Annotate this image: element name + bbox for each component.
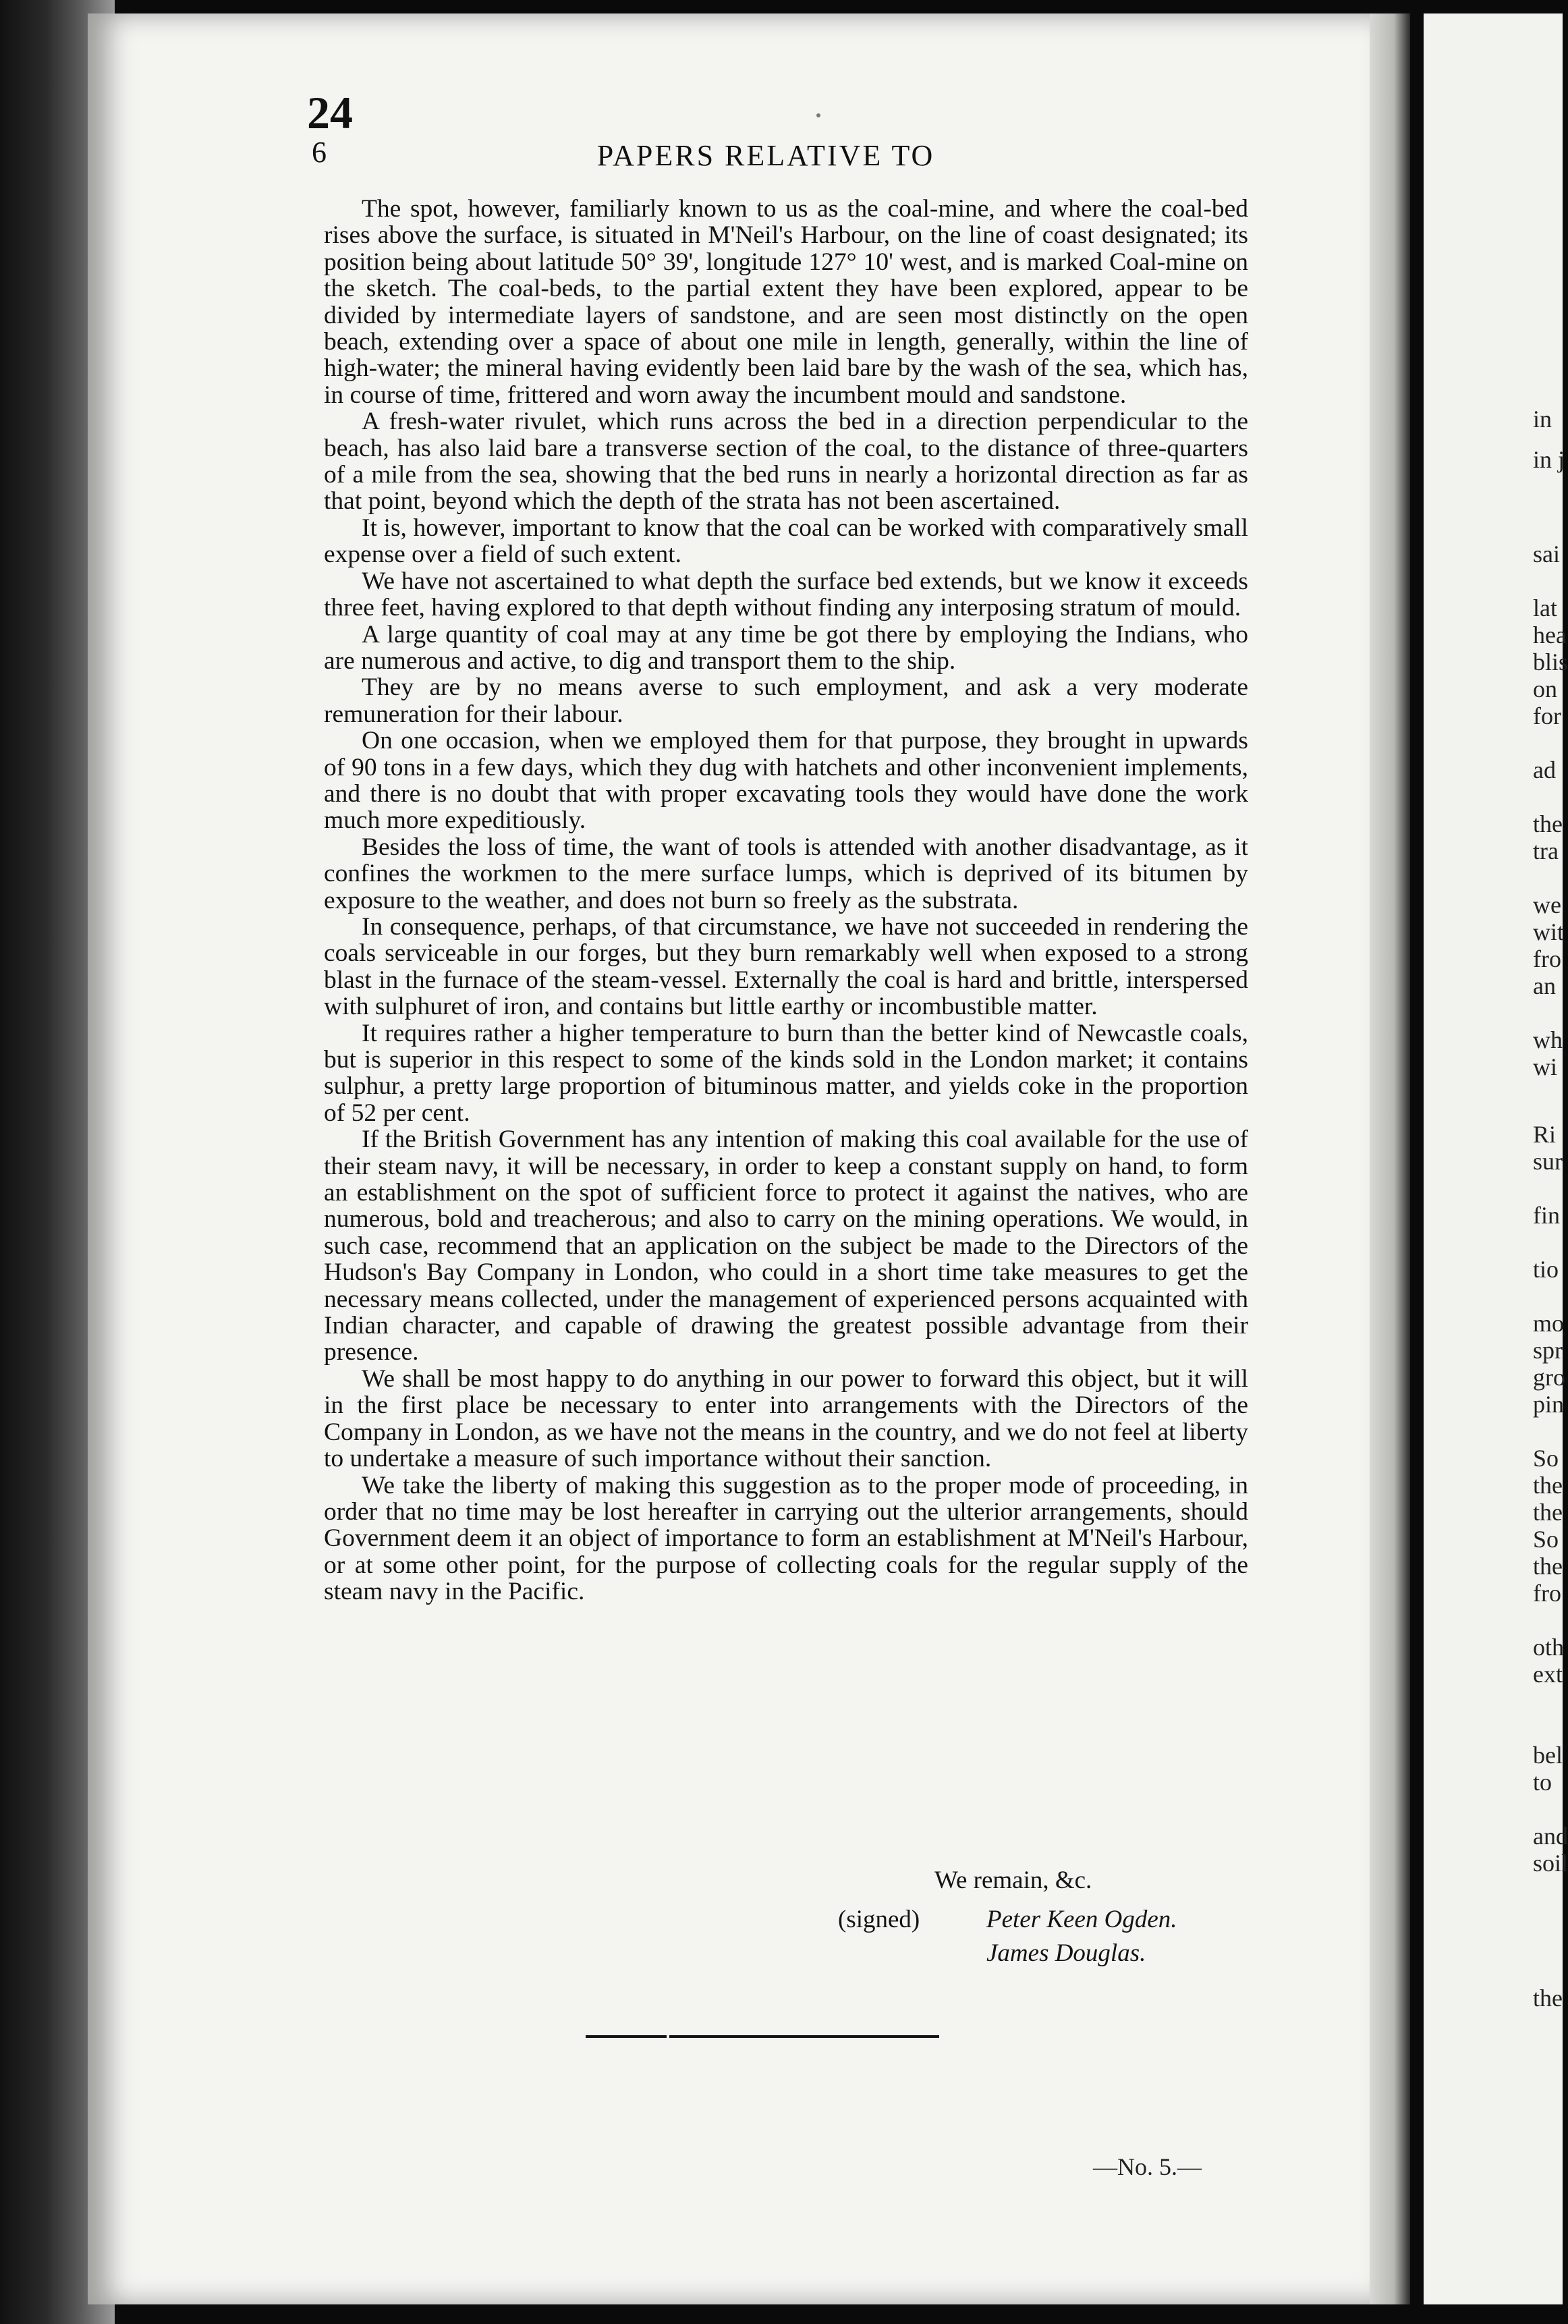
adjacent-page-fragment: mo <box>1533 1310 1565 1337</box>
adjacent-page-fragment: So <box>1533 1526 1559 1553</box>
signature-block <box>324 1866 1248 2001</box>
adjacent-page-fragment: the <box>1533 1499 1563 1526</box>
paragraph: They are by no means averse to such employment, and ask a very moderate remuneration for their labour. <box>324 673 1248 728</box>
adjacent-page-fragment: So <box>1533 1445 1559 1472</box>
body-text <box>324 196 1248 1605</box>
paragraph: It is, however, important to know that the coal can be worked with comparatively small expense over a field of such extent. <box>324 514 1248 569</box>
adjacent-page-fragment: Ri <box>1533 1121 1557 1148</box>
paragraph: A fresh-water rivulet, which runs across the bed in a direction perpendicular to the beach, has also laid bare a transverse section of the coal, to the distance of three-quarters of a mile from the sea, showing that the bed runs in nearly a horizontal direction as far as that point, beyond which the depth of the strata has not been ascertained. <box>324 408 1248 516</box>
adjacent-page-fragment: ad <box>1533 756 1556 783</box>
paragraph: A large quantity of coal may at any time be got there by employing the Indians, who are numerous and active, to dig and transport them to the ship. <box>324 620 1248 675</box>
adjacent-page-fragment: the <box>1533 1472 1563 1499</box>
signatory-name: Peter Keen Ogden. <box>986 1906 1177 1933</box>
adjacent-page-fragment: for <box>1533 702 1561 729</box>
page-edge-shadow <box>1370 13 1410 2304</box>
paragraph: We have not ascertained to what depth the surface bed extends, but we know it exceeds three feet, having explored to that depth without finding any interposing stratum of mould. <box>324 567 1248 622</box>
adjacent-page-fragment: wi <box>1533 1053 1557 1080</box>
adjacent-page-fragment: the <box>1533 810 1563 837</box>
adjacent-page-fragment: fin <box>1533 1202 1560 1229</box>
running-head: PAPERS RELATIVE TO <box>596 139 935 172</box>
closing-line: We remain, &c. <box>934 1866 1092 1894</box>
paragraph: In consequence, perhaps, of that circumstance, we have not succeeded in rendering the coals serviceable in our forges, but they burn remarkably well when exposed to a strong blast in the furnace of the steam-vessel. Externally the coal is hard and brittle, interspersed with sulphuret of iron, and contains but little earthy or incombustible matter. <box>324 912 1248 1021</box>
paragraph: It requires rather a higher temperature to burn than the better kind of Newcastle coals, but is superior in this respect to some of the kinds sold in the London market; it contains sulphur, a pretty large proportion of bituminous matter, and yields coke in the proportion of 52 per cent. <box>324 1019 1248 1127</box>
adjacent-page-fragment: pin <box>1533 1391 1565 1418</box>
paragraph: We shall be most happy to do anything in our power to forward this object, but it will in the first place be necessary to enter into arrangements with the Directors of the Company in London, as we have not the means in the country, and we do not feel at liberty to undertake a measure of such importance without their sanction. <box>324 1364 1248 1473</box>
signed-label: (signed) <box>838 1906 920 1933</box>
paragraph: If the British Government has any intention of making this coal available for the use of their steam navy, it will be necessary, in order to keep a constant supply on hand, to form an establishment on the spot of sufficient force to protect it against the natives, who are numerous, bold and treacherous; and also to carry on the mining operations. We would, in such case, recommend that an application on the subject be made to the Directors of the Hudson's Bay Company in London, who could in a short time take measures to get the necessary means collected, under the management of experienced persons acquainted with Indian character, and capable of drawing the greatest possible advantage from their presence. <box>324 1126 1248 1366</box>
adjacent-page-fragment: tio <box>1533 1256 1559 1283</box>
adjacent-page-fragment: ext <box>1533 1661 1563 1688</box>
adjacent-page-fragment: and <box>1533 1823 1568 1850</box>
adjacent-page-fragment: bel <box>1533 1742 1563 1769</box>
adjacent-page-fragment: wh <box>1533 1026 1563 1053</box>
separator-rule <box>586 2035 667 2038</box>
adjacent-page-fragment: wit <box>1533 918 1565 945</box>
adjacent-page-fragment: fro <box>1533 1580 1561 1607</box>
adjacent-page-fragment: spr <box>1533 1337 1563 1364</box>
adjacent-page-fragment: fro <box>1533 945 1561 972</box>
adjacent-page-fragment: gro <box>1533 1364 1565 1391</box>
adjacent-page-fragment: in <box>1533 406 1552 433</box>
adjacent-page <box>1424 13 1568 2304</box>
adjacent-page-fragment: an <box>1533 972 1556 999</box>
adjacent-page-fragment: the <box>1533 1553 1563 1580</box>
signatory-name: James Douglas. <box>986 1939 1146 1967</box>
paragraph: The spot, however, familiarly known to us as the coal-mine, and where the coal-bed rises above the surface, is situated in M'Neil's Harbour, on the line of coast designated; its position being about latitude 50° 39', longitude 127° 10' west, and is marked Coal-mine on the sketch. The coal-beds, to the partial extent they have been explored, appear to be divided by intermediate layers of sandstone, and are seen most distinctly on the open beach, extending over a space of about one mile in length, generally, within the line of high-water; the mineral having evidently been laid bare by the wash of the sea, which has, in course of time, frittered and worn away the incumbent mould and sandstone. <box>324 195 1248 409</box>
adjacent-page-fragment: in j <box>1533 446 1565 473</box>
adjacent-page-fragment: on <box>1533 675 1557 702</box>
separator-rule <box>669 2035 939 2038</box>
adjacent-page-fragment: we <box>1533 891 1561 918</box>
adjacent-page-fragment: to <box>1533 1769 1552 1796</box>
adjacent-page-fragment: soil <box>1533 1850 1568 1877</box>
adjacent-page-fragment: sai <box>1533 541 1560 568</box>
page-number: 6 <box>312 136 327 169</box>
adjacent-page-fragment: tra <box>1533 837 1559 864</box>
adjacent-page-fragment: the <box>1533 1985 1563 2012</box>
corner-number: 24 <box>307 87 353 138</box>
adjacent-page-fragment: hea <box>1533 621 1567 648</box>
adjacent-page-fragment: oth <box>1533 1634 1565 1661</box>
catchword: —No. 5.— <box>1093 2153 1202 2180</box>
adjacent-page-fragment: sur <box>1533 1148 1563 1175</box>
paragraph: On one occasion, when we employed them for that purpose, they brought in upwards of 90 tons in a few days, which they dug with hatchets and other inconvenient implements, and there is no doubt that with proper excavating tools they would have done the work much more expeditiously. <box>324 727 1248 835</box>
paragraph: Besides the loss of time, the want of tools is attended with another disadvantage, as it confines the workmen to the mere surface lumps, which is deprived of its bitumen by exposure to the weather, and does not burn so freely as the substrata. <box>324 833 1248 914</box>
adjacent-page-fragment: lat <box>1533 594 1557 621</box>
paragraph: We take the liberty of making this suggestion as to the proper mode of proceeding, in order that no time may be lost hereafter in carrying out the ulterior arrangements, should Government deem it an object of importance to form an establishment at M'Neil's Harbour, or at some other point, for the purpose of collecting coals for the regular supply of the steam navy in the Pacific. <box>324 1471 1248 1606</box>
print-speck <box>816 113 820 117</box>
adjacent-page-fragment: blis <box>1533 648 1568 675</box>
